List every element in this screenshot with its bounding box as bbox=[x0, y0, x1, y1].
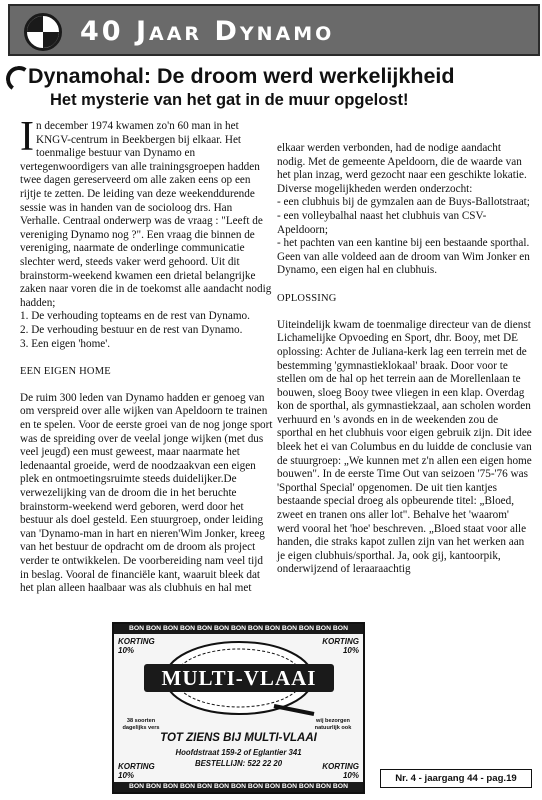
intro-text: n december 1974 kwamen zo'n 60 man in het KNGV-centrum in Beekbergen bij elkaar. Het toenmalige bestuur van Dynamo en vertegenwoordigers van alle trainingsgroepen hadden twee dagen gereserveerd om alle zaken eens op een rijtje te zetten. De leiding van deze weekenddurende sessie was in handen van de socioloog drs. Han Verhalle. Centraal onderwerp was de vraag : "Leeft de vereniging Dynamo nog ?". Een vraag die binnen de vereniging, naarmate de onderlinge communicatie slechter werd, steeds vaker werd gehoord. Uit dit brainstorm-weekend kwamen een drietal belangrijke zaken naar voren die in de toekomst alle aandacht nodig hadden; bbox=[20, 120, 272, 309]
korting-coupon-top-left: KORTING 10% bbox=[118, 637, 155, 655]
header-title: 40 Jaar Dynamo bbox=[80, 16, 335, 47]
intro-paragraph bbox=[20, 114, 273, 310]
ad-note-left: 38 soorten dagelijks vers bbox=[122, 718, 160, 731]
drop-cap: I bbox=[20, 114, 34, 160]
page-header bbox=[8, 4, 540, 56]
paragraph: elkaar werden verbonden, had de nodige aandacht nodig. Met de gemeente Apeldoorn, die de waarde van het plan inzag, werd gezocht naar een geschikte lokatie. Diverse mogelijkheden werden onderzocht: bbox=[277, 142, 527, 195]
list-item: 2. De verhouding bestuur en de rest van Dynamo. bbox=[20, 323, 243, 336]
brand-name: MULTI-VLAAI bbox=[144, 664, 334, 692]
paragraph: Uiteindelijk kwam de toenmalige directeur van de dienst Lichamelijke Opvoeding en Sport, dhr. Booy, met DE oplossing: Achter de Juliana-kerk lag een terrein met de bestemming 'gymnastieklokaal' braak. Door voor te stellen om de hal op het terrein aan de Morellenlaan te bouwen, sloeg Booy twee vliegen in een klap. Overdag kon de sporthal, als gymnastiekzaal, aan scholen worden verhuurd en 's avonds en in de weekenden zou de sporthal en het clubhuis voor eigen gebruik zijn. Dit idee bleek het ei van Columbus en du luidde de conclusie van de stuurgroep: „We kunnen met z'n allen een eigen home bouwen". In de eerste Time Out van seizoen '75-'76 was 'Sporthal Special' opgenomen. De uit tien kantjes bestaande special droeg als opbeurende titel: „Bloed, zweet en tranen ons aller lot". Behalve het 'waarom' werd vooral het 'hoe' beschreven. „Bloed staat voor alle handen, die straks kapot zullen zijn van het werken aan je eigen clubhuis/sporthal. Ja, ook gij, kantoorpik, onderwijzend of leraaraachtig bbox=[277, 318, 532, 576]
paragraph: De ruim 300 leden van Dynamo hadden er genoeg van om verspreid over alle wijken van Apeldoorn te trainen en te spelen. Voor de eerste groei van de nog jonge sport was de spreiding over de veelal jonge wijken (met dus veel jeugd) een must geweest, maar naarmate het ledenaantal groeide, werd de noodzaakvan een eigen plek en ontmoetingsruimte steeds duidelijker.De verwezelijking van de droom die in het beruchte brainstorm-weekend werd geboren, werd door het bestuur als doel gesteld. Een stuurgroep, onder leiding van 'Dynamo-man in hart en nieren'Wim Jonker, kreeg van het bestuur de opdracht om de droom als project verder te ontwikkelen. De voorbereiding nam veel tijd in beslag. Vooral de financiële kant, waaruit bleek dat het plan alleen haalbaar was als clubhuis en hal met bbox=[20, 391, 273, 595]
list-item: - een volleybalhal naast het clubhuis van CSV-Apeldoorn; bbox=[277, 209, 487, 236]
ad-note-right: wij bezorgen natuurlijk ook bbox=[314, 718, 352, 731]
ad-address: Hoofdstraat 159-2 of Eglantier 341 bbox=[175, 748, 302, 757]
section-heading-home: EEN EIGEN HOME bbox=[20, 365, 111, 377]
issue-footer: Nr. 4 - jaargang 44 - pag.19 bbox=[380, 769, 532, 788]
article-right-column bbox=[277, 142, 532, 577]
list-item: - een clubhuis bij de gymzalen aan de Buys-Ballotstraat; bbox=[277, 196, 530, 209]
list-item: 3. Een eigen 'home'. bbox=[20, 337, 111, 350]
paragraph: Geen van alle voldeed aan de droom van Wim Jonker en Dynamo, een eigen hal en clubhuis. bbox=[277, 250, 530, 277]
dynamo-logo-icon bbox=[24, 13, 62, 51]
multi-vlaai-advertisement bbox=[112, 622, 365, 794]
bon-strip-top: BON BON BON BON BON BON BON BON BON BON BON BON BON bbox=[114, 624, 363, 634]
article-headline: Dynamohal: De droom werd werkelijkheid bbox=[28, 64, 455, 88]
list-item: 1. De verhouding topteams en de rest van Dynamo. bbox=[20, 310, 250, 323]
korting-coupon-bottom-left: KORTING 10% bbox=[118, 762, 155, 780]
ad-tagline: TOT ZIENS BIJ MULTI-VLAAI bbox=[160, 732, 317, 744]
section-heading-oplossing: OPLOSSING bbox=[277, 292, 337, 304]
korting-coupon-bottom-right: KORTING 10% bbox=[322, 762, 359, 780]
korting-coupon-top-right: KORTING 10% bbox=[322, 637, 359, 655]
bon-strip-bottom: BON BON BON BON BON BON BON BON BON BON BON BON BON bbox=[114, 782, 363, 792]
article-left-column bbox=[20, 114, 273, 596]
article-subheadline: Het mysterie van het gat in de muur opgelost! bbox=[50, 91, 409, 109]
list-item: - het pachten van een kantine bij een bestaande sporthal. bbox=[277, 237, 530, 250]
ad-phone: BESTELLIJN: 522 22 20 bbox=[194, 759, 283, 768]
